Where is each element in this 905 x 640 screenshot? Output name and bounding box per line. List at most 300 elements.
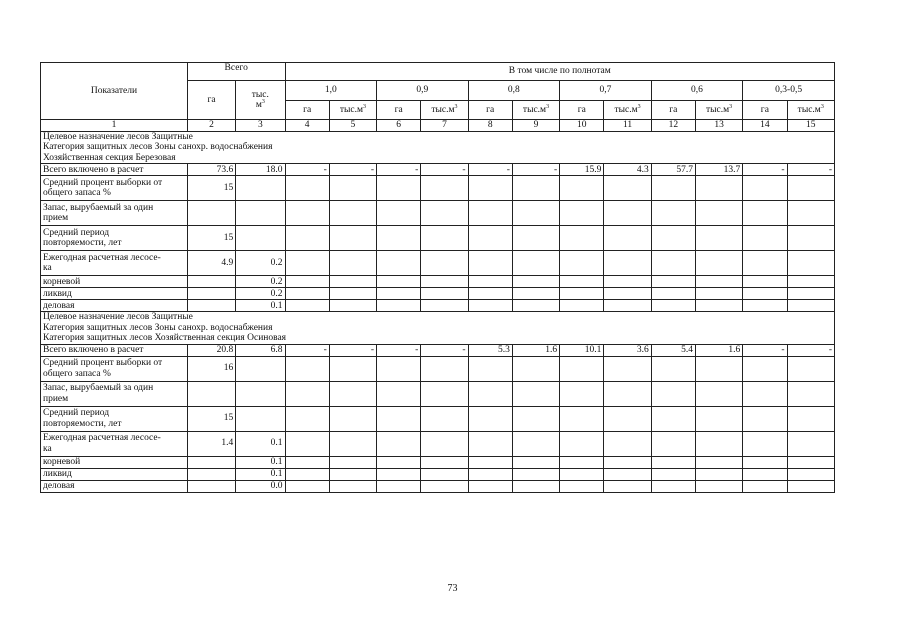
row-label-line: Ежегодная расчетная лесосе-	[43, 252, 161, 263]
table-cell	[695, 480, 742, 492]
table-cell	[187, 468, 235, 480]
period-value: 15	[187, 226, 235, 251]
row-label-line: общего запаса %	[43, 368, 111, 379]
table-cell	[468, 300, 512, 312]
table-cell	[787, 431, 835, 456]
table-cell	[512, 276, 559, 288]
table-cell	[695, 468, 742, 480]
row-label-line: Средний процент выборки от	[43, 358, 163, 369]
section-header	[41, 312, 835, 344]
table-cell	[695, 300, 742, 312]
row-label-line: Средний период	[43, 408, 110, 419]
table-cell	[560, 276, 604, 288]
table-cell	[421, 356, 468, 381]
table-cell	[695, 431, 742, 456]
table-cell	[787, 176, 835, 201]
col-number: 5	[329, 120, 376, 132]
table-cell	[695, 176, 742, 201]
table-cell	[651, 288, 695, 300]
table-cell	[285, 356, 329, 381]
table-cell	[560, 468, 604, 480]
row-label-line: ка	[43, 443, 52, 454]
page-number: 73	[447, 583, 458, 594]
table-cell	[187, 300, 235, 312]
table-cell	[377, 406, 421, 431]
row-label	[41, 356, 188, 381]
table-cell	[651, 381, 695, 406]
col-number: 4	[285, 120, 329, 132]
table-cell	[560, 251, 604, 276]
table-cell	[743, 226, 787, 251]
table-cell	[651, 300, 695, 312]
col-number: 1	[41, 120, 188, 132]
table-cell	[285, 251, 329, 276]
table-cell	[236, 176, 285, 201]
table-cell	[651, 176, 695, 201]
row-label-line: Средний процент выборки от	[43, 177, 163, 188]
table-cell	[560, 381, 604, 406]
header-total: Всего	[187, 63, 285, 81]
table-cell	[377, 201, 421, 226]
density-value: -	[787, 344, 835, 356]
table-cell	[695, 226, 742, 251]
table-cell	[743, 480, 787, 492]
row-label: Всего включено в расчет	[41, 164, 188, 176]
row-label-line: Средний период	[43, 227, 110, 238]
row-label-line: повторяемости, лет	[43, 238, 122, 249]
table-cell	[468, 176, 512, 201]
table-cell	[421, 406, 468, 431]
table-cell	[651, 226, 695, 251]
table-cell	[421, 176, 468, 201]
table-cell	[743, 431, 787, 456]
table-cell	[651, 356, 695, 381]
table-row	[41, 356, 835, 381]
table-cell	[468, 468, 512, 480]
table-cell	[604, 176, 651, 201]
section-header	[41, 132, 835, 164]
table-cell	[187, 480, 235, 492]
table-cell	[651, 480, 695, 492]
table-cell	[468, 381, 512, 406]
density-value: -	[329, 344, 376, 356]
table-cell	[329, 406, 376, 431]
table-cell	[560, 356, 604, 381]
section-line: Целевое назначение лесов Защитные	[43, 132, 193, 142]
table-cell	[651, 406, 695, 431]
table-cell	[329, 226, 376, 251]
table-cell	[421, 300, 468, 312]
density-value: -	[512, 164, 559, 176]
table-row	[41, 176, 835, 201]
table-cell	[512, 251, 559, 276]
liquid-vol: 0.1	[236, 468, 285, 480]
table-cell	[285, 300, 329, 312]
table-cell	[377, 288, 421, 300]
pct-value: 15	[187, 176, 235, 201]
annual-ha: 4.9	[187, 251, 235, 276]
col-number: 11	[604, 120, 651, 132]
table-row	[41, 251, 835, 276]
total-ha: 73.6	[187, 164, 235, 176]
table-cell	[560, 431, 604, 456]
col-number: 10	[560, 120, 604, 132]
table-cell	[560, 176, 604, 201]
table-cell	[468, 201, 512, 226]
table-cell	[743, 251, 787, 276]
table-cell	[285, 288, 329, 300]
row-label-line: прием	[43, 393, 69, 404]
pct-value: 16	[187, 356, 235, 381]
col-number: 13	[695, 120, 742, 132]
table-cell	[329, 356, 376, 381]
table-cell	[377, 251, 421, 276]
row-label-line: прием	[43, 213, 69, 224]
table-cell	[377, 468, 421, 480]
row-label: корневой	[41, 456, 188, 468]
annual-vol: 0.2	[236, 251, 285, 276]
table-cell	[421, 226, 468, 251]
table-cell	[468, 226, 512, 251]
density-value: -	[787, 164, 835, 176]
sub-ha: га	[560, 101, 604, 120]
density-value: -	[421, 344, 468, 356]
table-cell	[787, 288, 835, 300]
table-cell	[187, 201, 235, 226]
period-value: 15	[187, 406, 235, 431]
table-cell	[604, 201, 651, 226]
table-cell	[695, 276, 742, 288]
table-cell	[560, 226, 604, 251]
table-cell	[421, 468, 468, 480]
table-cell	[329, 431, 376, 456]
table-cell	[695, 356, 742, 381]
col-number: 8	[468, 120, 512, 132]
table-cell	[236, 226, 285, 251]
sub-vol: $тыс.м^3$	[421, 101, 468, 120]
table-cell	[695, 381, 742, 406]
sub-vol: $тыс.м^3$	[787, 101, 835, 120]
density-value: 3.6	[604, 344, 651, 356]
table-cell	[512, 480, 559, 492]
table-cell	[695, 288, 742, 300]
table-cell	[285, 176, 329, 201]
sub-vol: $тыс.м^3$	[512, 101, 559, 120]
table-cell	[187, 381, 235, 406]
table-cell	[377, 300, 421, 312]
table-cell	[468, 356, 512, 381]
table-cell	[329, 300, 376, 312]
density-value: -	[285, 164, 329, 176]
table-cell	[787, 251, 835, 276]
table-cell	[285, 276, 329, 288]
table-row	[41, 480, 835, 492]
section-line: Категория защитных лесов Зоны санохр. водоснабжения	[43, 322, 273, 333]
table-cell	[468, 251, 512, 276]
table-cell	[604, 288, 651, 300]
table-cell	[285, 480, 329, 492]
density-value: -	[377, 344, 421, 356]
table-cell	[743, 176, 787, 201]
density-4: 0,7	[560, 81, 652, 101]
row-label-line: Запас, вырубаемый за один	[43, 202, 154, 213]
table-row	[41, 164, 835, 176]
column-numbers-row	[41, 120, 835, 132]
table-row	[41, 344, 835, 356]
total-ha: 20.8	[187, 344, 235, 356]
table-cell	[512, 468, 559, 480]
table-cell	[604, 431, 651, 456]
header-total-ha: га	[187, 81, 235, 120]
table-cell	[421, 381, 468, 406]
table-cell	[421, 201, 468, 226]
row-label: Всего включено в расчет	[41, 344, 188, 356]
row-label	[41, 251, 188, 276]
density-value: -	[468, 164, 512, 176]
density-value: -	[329, 164, 376, 176]
row-label	[41, 431, 188, 456]
table-cell	[285, 226, 329, 251]
table-cell	[512, 201, 559, 226]
table-cell	[604, 468, 651, 480]
row-label: ликвид	[41, 468, 188, 480]
row-label-line: Ежегодная расчетная лесосе-	[43, 433, 161, 444]
table-cell	[187, 456, 235, 468]
table-cell	[787, 276, 835, 288]
table-row	[41, 201, 835, 226]
density-value: 1.6	[512, 344, 559, 356]
row-label-line: повторяемости, лет	[43, 418, 122, 429]
table-cell	[421, 480, 468, 492]
table-cell	[377, 381, 421, 406]
table-cell	[468, 276, 512, 288]
table-cell	[187, 288, 235, 300]
table-cell	[329, 201, 376, 226]
total-vol: 18.0	[236, 164, 285, 176]
table-cell	[285, 468, 329, 480]
density-value: 57.7	[651, 164, 695, 176]
sub-ha: га	[651, 101, 695, 120]
table-cell	[604, 406, 651, 431]
col-number: 9	[512, 120, 559, 132]
row-label	[41, 176, 188, 201]
table-cell	[743, 276, 787, 288]
table-cell	[377, 276, 421, 288]
table-cell	[560, 288, 604, 300]
row-label: деловая	[41, 480, 188, 492]
table-cell	[787, 468, 835, 480]
table-cell	[787, 201, 835, 226]
table-cell	[560, 300, 604, 312]
density-6: 0,3-0,5	[743, 81, 835, 101]
density-value: 10.1	[560, 344, 604, 356]
table-cell	[787, 406, 835, 431]
table-cell	[787, 356, 835, 381]
forest-table	[40, 62, 835, 493]
table-cell	[377, 226, 421, 251]
table-cell	[604, 300, 651, 312]
col-number: 15	[787, 120, 835, 132]
table-cell	[329, 468, 376, 480]
table-cell	[604, 226, 651, 251]
table-cell	[651, 201, 695, 226]
annual-ha: 1.4	[187, 431, 235, 456]
density-5: 0,6	[651, 81, 743, 101]
row-label	[41, 406, 188, 431]
table-cell	[329, 276, 376, 288]
table-cell	[604, 381, 651, 406]
row-label: ликвид	[41, 288, 188, 300]
table-cell	[787, 226, 835, 251]
row-label: корневой	[41, 276, 188, 288]
table-cell	[285, 201, 329, 226]
table-cell	[468, 406, 512, 431]
table-cell	[329, 176, 376, 201]
table-row	[41, 312, 835, 344]
table-cell	[377, 176, 421, 201]
table-cell	[604, 251, 651, 276]
table-cell	[743, 381, 787, 406]
table-cell	[695, 406, 742, 431]
table-cell	[560, 201, 604, 226]
table-cell	[512, 356, 559, 381]
business-vol: 0.0	[236, 480, 285, 492]
table-cell	[743, 300, 787, 312]
table-row	[41, 276, 835, 288]
table-cell	[651, 431, 695, 456]
table-cell	[468, 288, 512, 300]
business-vol: 0.1	[236, 300, 285, 312]
table-cell	[285, 456, 329, 468]
table-row	[41, 300, 835, 312]
row-label	[41, 201, 188, 226]
table-cell	[421, 288, 468, 300]
table-cell	[651, 276, 695, 288]
sub-ha: га	[468, 101, 512, 120]
table-cell	[329, 480, 376, 492]
density-value: 4.3	[604, 164, 651, 176]
header-including: В том числе по полнотам	[285, 63, 835, 81]
table-cell	[560, 456, 604, 468]
table-cell	[285, 406, 329, 431]
table-cell	[421, 276, 468, 288]
table-cell	[512, 431, 559, 456]
table-cell	[468, 456, 512, 468]
root-vol: 0.1	[236, 456, 285, 468]
table-cell	[421, 456, 468, 468]
table-row	[41, 431, 835, 456]
sub-vol: $тыс.м^3$	[695, 101, 742, 120]
density-value: -	[743, 164, 787, 176]
table-cell	[695, 456, 742, 468]
header-total-vol: тыс. $м^3$	[236, 81, 285, 120]
table-cell	[787, 381, 835, 406]
table-row	[41, 132, 835, 164]
table-row	[41, 381, 835, 406]
liquid-vol: 0.2	[236, 288, 285, 300]
table-row	[41, 288, 835, 300]
row-label	[41, 226, 188, 251]
table-cell	[329, 251, 376, 276]
table-cell	[695, 201, 742, 226]
table-cell	[743, 288, 787, 300]
table-cell	[468, 431, 512, 456]
table-cell	[604, 480, 651, 492]
sub-ha: га	[377, 101, 421, 120]
row-label-line: ка	[43, 263, 52, 274]
section-line: Категория защитных лесов Зоны санохр. водоснабжения	[43, 142, 273, 153]
table-row	[41, 406, 835, 431]
table-cell	[560, 480, 604, 492]
table-row	[41, 226, 835, 251]
table-cell	[512, 381, 559, 406]
table-row	[41, 456, 835, 468]
root-vol: 0.2	[236, 276, 285, 288]
sub-vol: $тыс.м^3$	[604, 101, 651, 120]
table-cell	[236, 406, 285, 431]
table-row	[41, 468, 835, 480]
table-cell	[421, 431, 468, 456]
section-line: Категория защитных лесов Хозяйственная секция Осиновая	[43, 333, 287, 344]
table-cell	[468, 480, 512, 492]
table-cell	[743, 356, 787, 381]
density-value: 5.4	[651, 344, 695, 356]
table-cell	[329, 381, 376, 406]
row-label: деловая	[41, 300, 188, 312]
table-cell	[743, 406, 787, 431]
density-value: -	[285, 344, 329, 356]
col-number: 14	[743, 120, 787, 132]
header-indicators: Показатели	[41, 63, 188, 120]
density-value: 1.6	[695, 344, 742, 356]
section-line: Целевое назначение лесов Защитные	[43, 312, 193, 323]
table-cell	[377, 356, 421, 381]
col-number: 3	[236, 120, 285, 132]
annual-vol: 0.1	[236, 431, 285, 456]
table-cell	[187, 276, 235, 288]
col-number: 2	[187, 120, 235, 132]
table-cell	[421, 251, 468, 276]
table-cell	[651, 251, 695, 276]
density-value: -	[421, 164, 468, 176]
table-cell	[285, 431, 329, 456]
table-cell	[787, 300, 835, 312]
density-value: -	[743, 344, 787, 356]
density-1: 1,0	[285, 81, 377, 101]
sub-ha: га	[285, 101, 329, 120]
section-line: Хозяйственная секция Березовая	[43, 152, 176, 163]
table-cell	[787, 480, 835, 492]
table-cell	[604, 456, 651, 468]
table-cell	[743, 201, 787, 226]
density-2: 0,9	[377, 81, 469, 101]
col-number: 12	[651, 120, 695, 132]
table-cell	[787, 456, 835, 468]
table-cell	[512, 300, 559, 312]
table-cell	[512, 456, 559, 468]
col-number: 7	[421, 120, 468, 132]
table-cell	[377, 480, 421, 492]
density-value: 15.9	[560, 164, 604, 176]
table-cell	[512, 176, 559, 201]
density-value: -	[377, 164, 421, 176]
table-cell	[743, 468, 787, 480]
density-3: 0,8	[468, 81, 560, 101]
density-value: 5.3	[468, 344, 512, 356]
table-cell	[512, 288, 559, 300]
row-label-line: общего запаса %	[43, 188, 111, 199]
table-cell	[329, 288, 376, 300]
